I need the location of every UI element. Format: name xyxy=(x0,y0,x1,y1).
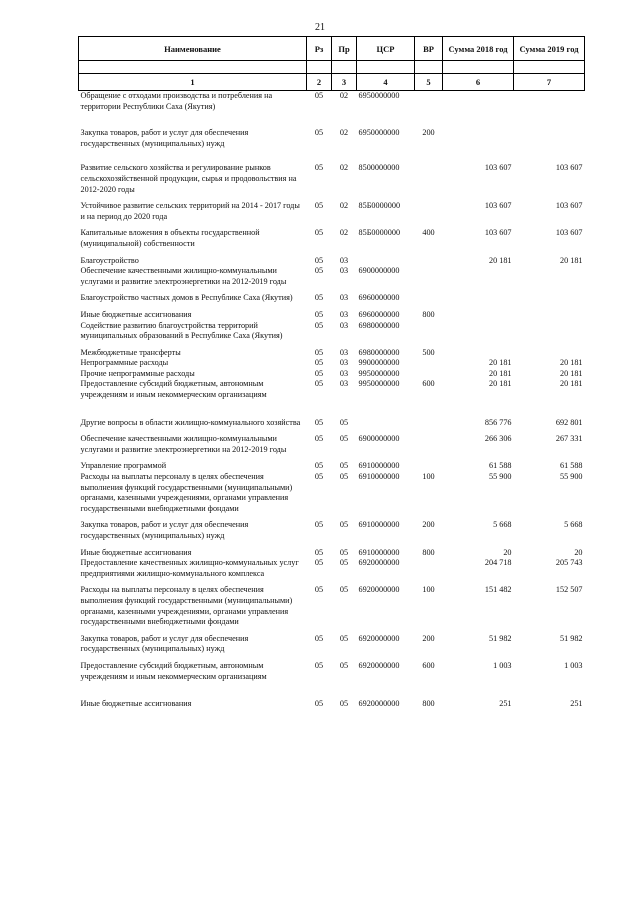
row-name: Расходы на выплаты персоналу в целях обеспечения выполнения функций государственными (муниципальными) органами, казенными учреждениями, органами управления государственными внебюджетными фондами xyxy=(80,585,293,627)
header-sum-2018: Сумма 2018 год xyxy=(443,37,514,61)
row-sum-2018: 20 181 xyxy=(488,368,512,378)
row-vr: 400 xyxy=(422,228,435,238)
row-name: Предоставление качественных жилищно-коммунальных услуг предприятиями жилищно-коммунального комплекса xyxy=(80,558,299,578)
row-sum-2019 xyxy=(514,348,585,359)
header-vr: ВР xyxy=(415,37,443,61)
page-number: 21 xyxy=(315,22,325,33)
row-sum-2019: 1 003 xyxy=(564,660,583,670)
row-pr: 03 xyxy=(339,266,349,276)
row-name: Межбюджетные трансферты xyxy=(80,347,181,357)
row-vr: 600 xyxy=(422,379,435,389)
row-vr: 800 xyxy=(422,699,435,709)
row-name: Иные бюджетные ассигнования xyxy=(80,547,192,557)
row-name: Закупка товаров, работ и услуг для обеспечения государственных (муниципальных) нужд xyxy=(80,633,249,654)
row-csr: 6950000000 xyxy=(358,91,400,100)
row-rz: 05 xyxy=(314,255,324,265)
row-rz: 05 xyxy=(314,520,324,530)
table-row xyxy=(79,434,585,461)
row-sum-2018 xyxy=(443,321,514,348)
header-csr: ЦСР xyxy=(357,37,415,61)
row-name: Закупка товаров, работ и услуг для обеспечения государственных (муниципальных) нужд xyxy=(80,520,249,540)
row-sum-2019 xyxy=(514,91,585,129)
row-name: Расходы на выплаты персоналу в целях обеспечения выполнения функций государственными (муниципальными) органами, казенными учреждениями, органами управления государственными внебюджетными фондами xyxy=(80,472,293,513)
row-sum-2019: 103 607 xyxy=(555,228,583,238)
row-csr: 6910000000 xyxy=(358,461,400,471)
row-csr: 9950000000 xyxy=(358,379,400,389)
row-sum-2019: 103 607 xyxy=(555,201,583,211)
header-pr: Пр xyxy=(332,37,357,61)
row-rz: 05 xyxy=(314,472,324,482)
row-csr: 6920000000 xyxy=(358,558,400,568)
row-rz: 05 xyxy=(314,434,324,444)
row-vr xyxy=(415,163,443,201)
row-csr: 8500000000 xyxy=(358,163,400,173)
row-csr: 6920000000 xyxy=(358,660,400,670)
row-rz: 05 xyxy=(314,266,324,276)
row-pr: 05 xyxy=(339,520,349,530)
row-vr xyxy=(415,418,443,435)
row-name: Управление программой xyxy=(80,461,167,471)
table-row xyxy=(79,585,585,633)
row-vr: 800 xyxy=(422,309,435,319)
row-sum-2019: 20 181 xyxy=(559,358,583,368)
row-pr: 05 xyxy=(339,633,349,643)
row-name: Прочие непрограммные расходы xyxy=(80,368,195,378)
row-name: Содействие развитию благоустройства территорий муниципальных образований в Республике Саха (Якутия) xyxy=(80,320,283,341)
row-sum-2018 xyxy=(443,293,514,310)
row-rz: 05 xyxy=(314,228,324,238)
row-rz: 05 xyxy=(314,417,324,427)
row-sum-2018: 856 776 xyxy=(484,417,512,427)
row-sum-2018 xyxy=(443,128,514,163)
row-sum-2018: 20 181 xyxy=(488,379,512,389)
row-csr: 6900000000 xyxy=(358,266,400,276)
row-sum-2019: 20 xyxy=(574,547,583,557)
row-vr: 100 xyxy=(422,585,435,595)
row-csr: 85Б0000000 xyxy=(358,228,401,238)
row-csr: 6980000000 xyxy=(358,347,400,357)
row-vr xyxy=(415,293,443,310)
table-row xyxy=(79,369,585,380)
table-row xyxy=(79,634,585,661)
row-vr: 200 xyxy=(422,128,435,138)
row-rz: 05 xyxy=(314,309,324,319)
row-sum-2018: 266 306 xyxy=(484,434,512,444)
row-csr: 9900000000 xyxy=(358,358,400,368)
row-name: Обеспечение качественными жилищно-коммунальными услугами и развитие электроэнергетики на 2012-2019 годы xyxy=(80,266,287,286)
row-pr: 05 xyxy=(339,558,349,568)
table-row xyxy=(79,699,585,710)
column-number: 4 xyxy=(357,74,415,91)
table-row xyxy=(79,548,585,559)
row-pr: 03 xyxy=(339,320,349,330)
row-sum-2019 xyxy=(514,310,585,321)
row-sum-2019: 103 607 xyxy=(555,163,583,173)
table-row xyxy=(79,91,585,129)
row-vr xyxy=(415,434,443,461)
row-sum-2019: 20 181 xyxy=(559,255,583,265)
row-sum-2018 xyxy=(443,310,514,321)
row-name: Устойчивое развитие сельских территорий на 2014 - 2017 годы и на период до 2020 года xyxy=(80,201,300,221)
row-sum-2019 xyxy=(514,293,585,310)
table-row xyxy=(79,256,585,267)
row-rz: 05 xyxy=(314,320,324,330)
row-sum-2019: 5 668 xyxy=(564,520,583,530)
table-row xyxy=(79,348,585,359)
table-row xyxy=(79,128,585,163)
row-sum-2018: 55 900 xyxy=(488,472,512,482)
row-pr: 03 xyxy=(339,255,349,265)
row-pr: 02 xyxy=(339,163,349,173)
row-pr: 02 xyxy=(339,128,349,138)
row-rz: 05 xyxy=(314,558,324,568)
row-rz: 05 xyxy=(314,461,324,471)
table-row xyxy=(79,201,585,228)
row-sum-2018: 103 607 xyxy=(484,228,512,238)
table-row xyxy=(79,266,585,293)
table-row xyxy=(79,358,585,369)
column-number: 2 xyxy=(307,74,332,91)
row-csr: 6950000000 xyxy=(358,128,400,138)
row-sum-2018 xyxy=(443,266,514,293)
table-row xyxy=(79,310,585,321)
row-rz: 05 xyxy=(314,347,324,357)
row-vr xyxy=(415,358,443,369)
budget-table xyxy=(78,36,585,710)
row-name: Благоустройство xyxy=(80,255,139,265)
row-pr: 02 xyxy=(339,91,349,100)
row-sum-2019 xyxy=(514,266,585,293)
row-rz: 05 xyxy=(314,91,324,100)
column-number: 6 xyxy=(443,74,514,91)
table-row xyxy=(79,461,585,472)
row-pr: 02 xyxy=(339,228,349,238)
table-row xyxy=(79,379,585,417)
header-row xyxy=(79,37,585,61)
row-rz: 05 xyxy=(314,633,324,643)
row-sum-2018: 20 181 xyxy=(488,255,512,265)
row-csr: 6910000000 xyxy=(358,520,400,530)
row-vr: 600 xyxy=(422,660,435,670)
row-rz: 05 xyxy=(314,547,324,557)
row-csr: 6900000000 xyxy=(358,434,400,444)
row-name: Развитие сельского хозяйства и регулирование рынков сельскохозяйственной продукции, сырья и продовольствия на 2012-2020 годы xyxy=(80,163,297,194)
row-vr: 200 xyxy=(422,633,435,643)
row-vr xyxy=(415,558,443,585)
row-rz: 05 xyxy=(314,379,324,389)
row-sum-2018: 204 718 xyxy=(484,558,512,568)
row-vr xyxy=(415,266,443,293)
row-rz: 05 xyxy=(314,358,324,368)
row-vr xyxy=(415,461,443,472)
row-name: Другие вопросы в области жилищно-коммунального хозяйства xyxy=(80,417,301,427)
row-name: Предоставление субсидий бюджетным, автономным учреждениям и иным некоммерческим организациям xyxy=(80,660,267,681)
table-row xyxy=(79,163,585,201)
table-header xyxy=(79,37,585,91)
row-csr xyxy=(357,418,415,435)
header-sum-2019: Сумма 2019 год xyxy=(514,37,585,61)
row-vr: 500 xyxy=(422,347,435,357)
row-pr: 05 xyxy=(339,417,349,427)
row-rz: 05 xyxy=(314,585,324,595)
row-sum-2018: 5 668 xyxy=(493,520,512,530)
row-vr: 800 xyxy=(422,547,435,557)
row-rz: 05 xyxy=(314,660,324,670)
row-name: Иные бюджетные ассигнования xyxy=(80,699,192,709)
row-sum-2018: 61 588 xyxy=(488,461,512,471)
row-csr: 6920000000 xyxy=(358,699,400,709)
row-name: Иные бюджетные ассигнования xyxy=(80,309,192,319)
row-vr xyxy=(415,91,443,129)
row-csr: 6920000000 xyxy=(358,585,400,595)
row-sum-2019: 20 181 xyxy=(559,368,583,378)
row-name: Обращение с отходами производства и потребления на территории Республики Саха (Якутия) xyxy=(80,91,273,111)
row-csr: 6980000000 xyxy=(358,320,400,330)
row-rz: 05 xyxy=(314,699,324,709)
row-rz: 05 xyxy=(314,293,324,303)
row-sum-2018: 151 482 xyxy=(484,585,512,595)
row-rz: 05 xyxy=(314,128,324,138)
row-sum-2019 xyxy=(514,128,585,163)
table-row xyxy=(79,520,585,547)
row-sum-2019: 61 588 xyxy=(559,461,583,471)
row-pr: 03 xyxy=(339,293,349,303)
row-sum-2019: 251 xyxy=(570,699,583,709)
row-pr: 03 xyxy=(339,347,349,357)
row-rz: 05 xyxy=(314,368,324,378)
row-csr: 6960000000 xyxy=(358,309,400,319)
row-pr: 05 xyxy=(339,547,349,557)
row-vr xyxy=(415,256,443,267)
row-csr: 85Б0000000 xyxy=(358,201,401,211)
row-sum-2018 xyxy=(443,348,514,359)
row-name: Предоставление субсидий бюджетным, автономным учреждениям и иным некоммерческим организациям xyxy=(80,379,267,400)
row-vr xyxy=(415,321,443,348)
column-number: 7 xyxy=(514,74,585,91)
row-name: Капитальные вложения в объекты государственной (муниципальной) собственности xyxy=(80,228,260,248)
row-pr: 05 xyxy=(339,585,349,595)
row-sum-2019: 692 801 xyxy=(555,417,583,427)
row-rz: 05 xyxy=(314,163,324,173)
row-pr: 02 xyxy=(339,201,349,211)
row-vr xyxy=(415,369,443,380)
row-name: Закупка товаров, работ и услуг для обеспечения государственных (муниципальных) нужд xyxy=(80,128,249,148)
row-sum-2018: 103 607 xyxy=(484,201,512,211)
row-sum-2018: 1 003 xyxy=(493,660,512,670)
row-sum-2018 xyxy=(443,91,514,129)
header-rz: Рз xyxy=(307,37,332,61)
table-row xyxy=(79,558,585,585)
row-sum-2019 xyxy=(514,321,585,348)
row-csr: 9950000000 xyxy=(358,368,400,378)
column-number-row xyxy=(79,74,585,91)
row-sum-2018: 103 607 xyxy=(484,163,512,173)
column-number: 1 xyxy=(79,74,307,91)
row-vr: 200 xyxy=(422,520,435,530)
column-number: 3 xyxy=(332,74,357,91)
row-sum-2019: 205 743 xyxy=(555,558,583,568)
column-number: 5 xyxy=(415,74,443,91)
row-vr: 100 xyxy=(422,472,435,482)
row-name: Благоустройство частных домов в Республике Саха (Якутия) xyxy=(80,293,293,303)
row-pr: 03 xyxy=(339,379,349,389)
table-row xyxy=(79,661,585,699)
table-row xyxy=(79,321,585,348)
row-csr: 6960000000 xyxy=(358,293,400,303)
row-pr: 03 xyxy=(339,368,349,378)
row-csr: 6910000000 xyxy=(358,472,400,482)
row-sum-2019: 267 331 xyxy=(555,434,583,444)
row-sum-2019: 152 507 xyxy=(555,585,583,595)
header-gap-row xyxy=(79,61,585,74)
row-pr: 05 xyxy=(339,461,349,471)
row-csr: 6920000000 xyxy=(358,633,400,643)
row-rz: 05 xyxy=(314,201,324,211)
table-row xyxy=(79,472,585,520)
table-row xyxy=(79,228,585,255)
row-name: Непрограммные расходы xyxy=(80,358,169,368)
row-pr: 03 xyxy=(339,309,349,319)
row-pr: 05 xyxy=(339,472,349,482)
row-pr: 05 xyxy=(339,434,349,444)
table-row xyxy=(79,418,585,435)
row-sum-2018: 20 xyxy=(503,547,512,557)
row-sum-2018: 251 xyxy=(499,699,512,709)
row-pr: 03 xyxy=(339,358,349,368)
row-pr: 05 xyxy=(339,660,349,670)
row-sum-2018: 20 181 xyxy=(488,358,512,368)
row-sum-2019: 51 982 xyxy=(559,633,583,643)
table-row xyxy=(79,293,585,310)
header-name: Наименование xyxy=(79,37,307,61)
row-sum-2019: 55 900 xyxy=(559,472,583,482)
row-csr: 6910000000 xyxy=(358,547,400,557)
row-vr xyxy=(415,201,443,228)
row-csr xyxy=(357,256,415,267)
row-pr: 05 xyxy=(339,699,349,709)
table-body xyxy=(79,91,585,710)
row-sum-2018: 51 982 xyxy=(488,633,512,643)
row-name: Обеспечение качественными жилищно-коммунальными услугами и развитие электроэнергетики на 2012-2019 годы xyxy=(80,434,287,454)
row-sum-2019: 20 181 xyxy=(559,379,583,389)
